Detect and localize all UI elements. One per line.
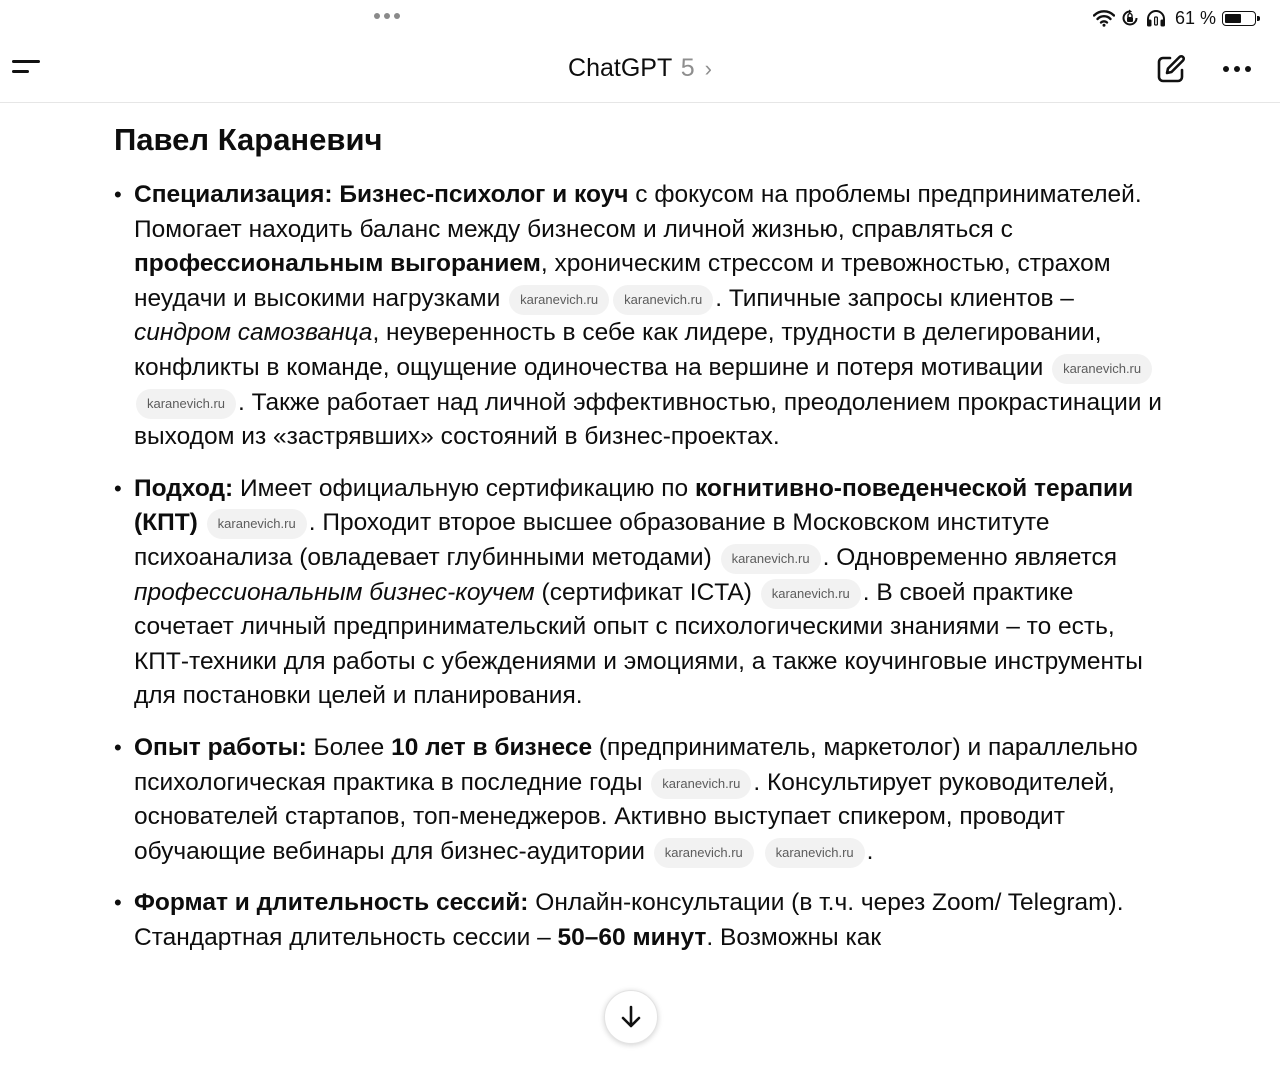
body-text: . Типичные запросы клиентов – xyxy=(715,284,1074,312)
chat-message xyxy=(114,120,1164,972)
item-label: Опыт работы: xyxy=(134,733,307,761)
list-item-specialization xyxy=(114,178,1164,455)
status-icons xyxy=(1093,6,1256,30)
body-text: (предприниматель, маркетолог) и параллельно психологическая практика в последние годы xyxy=(134,733,1138,796)
body-text: . Проходит второе высшее образование в Московском институте психоанализа (овладевает глубинными методами) xyxy=(134,509,1050,571)
bold-text: 10 лет в бизнесе xyxy=(391,733,593,761)
body-text: . Одновременно является xyxy=(822,543,1117,571)
body-text: . Также работает над личной эффективностью, преодолением прокрастинации и выходом из «застрявших» состояний в бизнес-проектах. xyxy=(134,388,1162,451)
source-chip[interactable]: karanevich.ru xyxy=(1052,354,1152,384)
new-chat-button[interactable] xyxy=(1154,52,1188,86)
list-item-approach xyxy=(114,472,1164,714)
body-text: . В своей практике сочетает личный предпринимательский опыт с психологическими знаниями – то есть, КПТ-техники для работы с убеждениями и эмоциями, а также коучинговые инструменты для постановки целей и планирования. xyxy=(134,578,1143,710)
source-chip[interactable]: karanevich.ru xyxy=(136,389,236,419)
wifi-icon xyxy=(1093,9,1115,27)
dot-icon xyxy=(1234,66,1240,72)
item-label: Специализация: xyxy=(134,181,333,208)
source-chip[interactable]: karanevich.ru xyxy=(207,509,307,539)
scroll-to-bottom-button[interactable] xyxy=(604,990,658,1044)
battery-percent: 61 % xyxy=(1174,7,1216,28)
body-text: . xyxy=(866,837,874,865)
app-header xyxy=(0,36,1280,103)
italic-text: профессиональным бизнес-коучем xyxy=(134,578,535,606)
bold-text: профессиональным выгоранием xyxy=(134,250,541,278)
source-chip[interactable]: karanevich.ru xyxy=(509,285,609,315)
bold-text: 50–60 минут xyxy=(557,923,707,951)
list-item-format xyxy=(114,886,1164,955)
battery-icon xyxy=(1222,11,1256,26)
headphones-icon xyxy=(1145,9,1167,27)
model-version: 5 xyxy=(680,54,695,82)
body-text: с фокусом на проблемы предпринимателей. Помогает находить баланс между бизнесом и личной жизнью, справляться с xyxy=(134,181,1142,243)
source-chip[interactable]: karanevich.ru xyxy=(721,544,821,574)
more-options-button[interactable] xyxy=(1222,66,1254,74)
model-selector[interactable] xyxy=(0,54,1280,83)
body-text: . Консультирует руководителей, основателей стартапов, топ-менеджеров. Активно выступает спикером, проводит обучающие вебинары для бизнес-аудитории xyxy=(134,768,1115,865)
source-chip[interactable]: karanevich.ru xyxy=(654,838,754,868)
source-chip[interactable]: karanevich.ru xyxy=(613,285,713,315)
dot-icon xyxy=(1223,66,1229,72)
body-text: . Возможны как xyxy=(706,923,882,951)
app-title: ChatGPT xyxy=(568,54,672,82)
item-label: Подход: xyxy=(134,474,234,502)
multitasking-dots[interactable] xyxy=(374,13,400,19)
source-chip[interactable]: karanevich.ru xyxy=(765,838,865,868)
message-heading: Павел Караневич xyxy=(114,122,383,157)
rotation-lock-icon xyxy=(1121,9,1139,27)
body-text: Более xyxy=(306,733,392,761)
chevron-right-icon: › xyxy=(704,56,712,81)
body-text: , хроническим стрессом и тревожностью, страхом неудачи и высокими нагрузками xyxy=(134,250,1111,312)
source-chip[interactable]: karanevich.ru xyxy=(761,579,861,609)
status-bar xyxy=(0,0,1280,36)
body-text: Имеет официальную сертификацию по xyxy=(233,474,695,502)
bold-text: когнитивно-поведенческой терапии (КПТ) xyxy=(134,474,1134,537)
list-item-experience xyxy=(114,731,1164,869)
info-list xyxy=(114,178,1164,955)
italic-text: синдром самозванца xyxy=(134,319,373,347)
compose-icon xyxy=(1154,52,1188,86)
arrow-down-icon xyxy=(619,1004,643,1030)
item-label: Формат и длительность сессий: xyxy=(134,889,529,917)
dot-icon xyxy=(1245,66,1251,72)
body-text: (сертификат ICTA) xyxy=(534,578,752,606)
bottom-fade xyxy=(0,1062,1280,1075)
bold-text: Бизнес-психолог и коуч xyxy=(339,181,629,208)
body-text: Онлайн-консультации (в т.ч. через Zoom/ Telegram). Стандартная длительность сессии – xyxy=(134,889,1124,951)
body-text: , неуверенность в себе как лидере, трудности в делегировании, конфликты в команде, ощущение одиночества на вершине и потеря мотивации xyxy=(134,319,1102,381)
source-chip[interactable]: karanevich.ru xyxy=(651,769,751,799)
